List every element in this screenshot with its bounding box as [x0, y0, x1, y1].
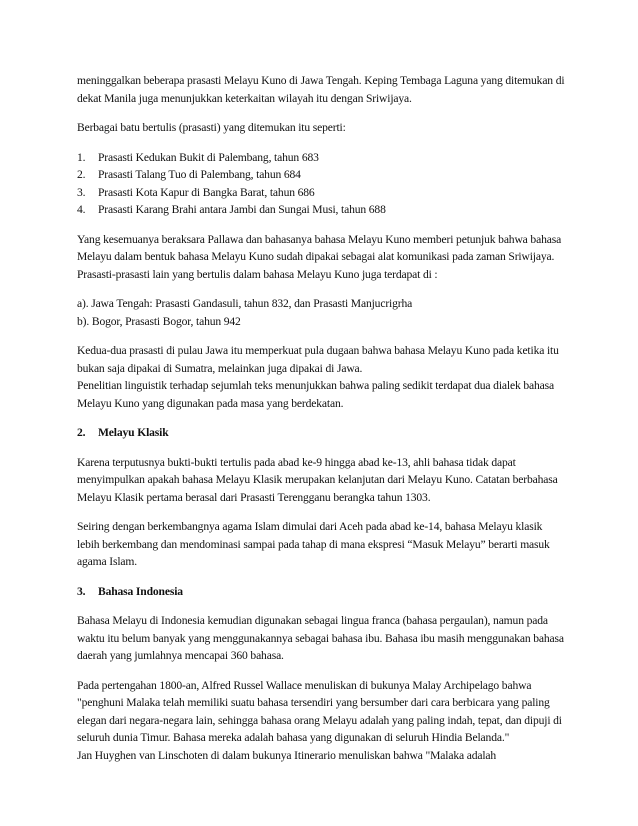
other-inscription-java: a). Jawa Tengah: Prasasti Gandasuli, tahun 832, dan Prasasti Manjucrigrha [77, 297, 413, 310]
section-number: 3. [77, 584, 86, 598]
section2-paragraph-2: Seiring dengan berkembangnya agama Islam dimulai dari Aceh pada abad ke-14, bahasa Melayu klasik lebih berkembang dan mendominasi sampai pada tahap di mana ekspresi “Masuk Melayu” berarti masuk agama Islam. [77, 520, 550, 568]
section-heading-melayu-klasik [77, 424, 565, 442]
list-item-number: 3. [77, 185, 86, 199]
list-item [77, 149, 565, 167]
inscriptions-intro: Berbagai batu bertulis (prasasti) yang ditemukan itu seperti: [77, 121, 346, 134]
list-item-text: Prasasti Talang Tuo di Palembang, tahun 684 [98, 168, 301, 181]
list-item [77, 166, 565, 184]
section3-paragraph-2: Pada pertengahan 1800-an, Alfred Russel Wallace menuliskan di bukunya Malay Archipelago bahwa "penghuni Malaka telah memiliki suatu bahasa tersendiri yang bersumber dari cara berbicara yang paling elegan dari negara-negara lain, sehingga bahasa orang Melayu adalah yang paling indah, tepat, dan dipuji di seluruh dunia Timur. Bahasa mereka adalah bahasa yang digunakan di seluruh Hindia Belanda." [77, 678, 562, 744]
section3-paragraph-1: Bahasa Melayu di Indonesia kemudian digunakan sebagai lingua franca (bahasa pergaulan), namun pada waktu itu belum banyak yang menggunakannya sebagai bahasa ibu. Bahasa ibu masih menggunakan bahasa daerah yang jumlahnya mencapai 360 bahasa. [77, 614, 564, 662]
section-number: 2. [77, 426, 86, 439]
inscriptions-list [77, 149, 565, 219]
other-inscriptions-intro: Prasasti-prasasti lain yang bertulis dalam bahasa Melayu Kuno juga terdapat di : [77, 267, 438, 281]
section2-paragraph-1: Karena terputusnya bukti-bukti tertulis pada abad ke-9 hingga abad ke-13, ahli bahasa tidak dapat menyimpulkan apakah bahasa Melayu Klasik merupakan kelanjutan dari Melayu Kuno. Catatan berbahasa Melayu Klasik pertama berasal dari Prasasti Terengganu berangka tahun 1303. [77, 455, 558, 504]
list-item-number: 2. [77, 168, 86, 181]
list-item [77, 201, 565, 219]
section-title: Melayu Klasik [98, 426, 169, 439]
list-item-text: Prasasti Karang Brahi antara Jambi dan Sungai Musi, tahun 688 [98, 203, 386, 216]
top-paragraph: meninggalkan beberapa prasasti Melayu Kuno di Jawa Tengah. Keping Tembaga Laguna yang ditemukan di dekat Manila juga menunjukkan keterkaitan wilayah itu dengan Sriwijaya. [77, 74, 565, 105]
java-paragraph: Kedua-dua prasasti di pulau Jawa itu memperkuat pula dugaan bahwa bahasa Melayu Kuno pada ketika itu bukan saja dipakai di Sumatra, melainkan juga dipakai di Jawa. [77, 344, 559, 375]
research-paragraph: Penelitian linguistik terhadap sejumlah teks menunjukkan bahwa paling sedikit terdapat dua dialek bahasa Melayu Kuno yang digunakan pada masa yang berdekatan. [77, 379, 554, 410]
list-item-text: Prasasti Kota Kapur di Bangka Barat, tahun 686 [98, 185, 315, 199]
pallawa-paragraph: Yang kesemuanya beraksara Pallawa dan bahasanya bahasa Melayu Kuno memberi petunjuk bahwa bahasa Melayu dalam bentuk bahasa Melayu Kuno sudah dipakai sebagai alat komunikasi pada zaman Sriwijaya. [77, 232, 562, 263]
list-item-number: 4. [77, 203, 86, 216]
section3-paragraph-3: Jan Huyghen van Linschoten di dalam bukunya Itinerario menuliskan bahwa "Malaka adalah [77, 748, 497, 762]
section-heading-bahasa-indonesia [77, 583, 565, 601]
other-inscription-bogor: b). Bogor, Prasasti Bogor, tahun 942 [77, 314, 241, 328]
list-item-number: 1. [77, 150, 86, 164]
section-title: Bahasa Indonesia [98, 584, 183, 598]
document-page [77, 72, 565, 764]
list-item [77, 184, 565, 202]
list-item-text: Prasasti Kedukan Bukit di Palembang, tahun 683 [98, 150, 319, 164]
